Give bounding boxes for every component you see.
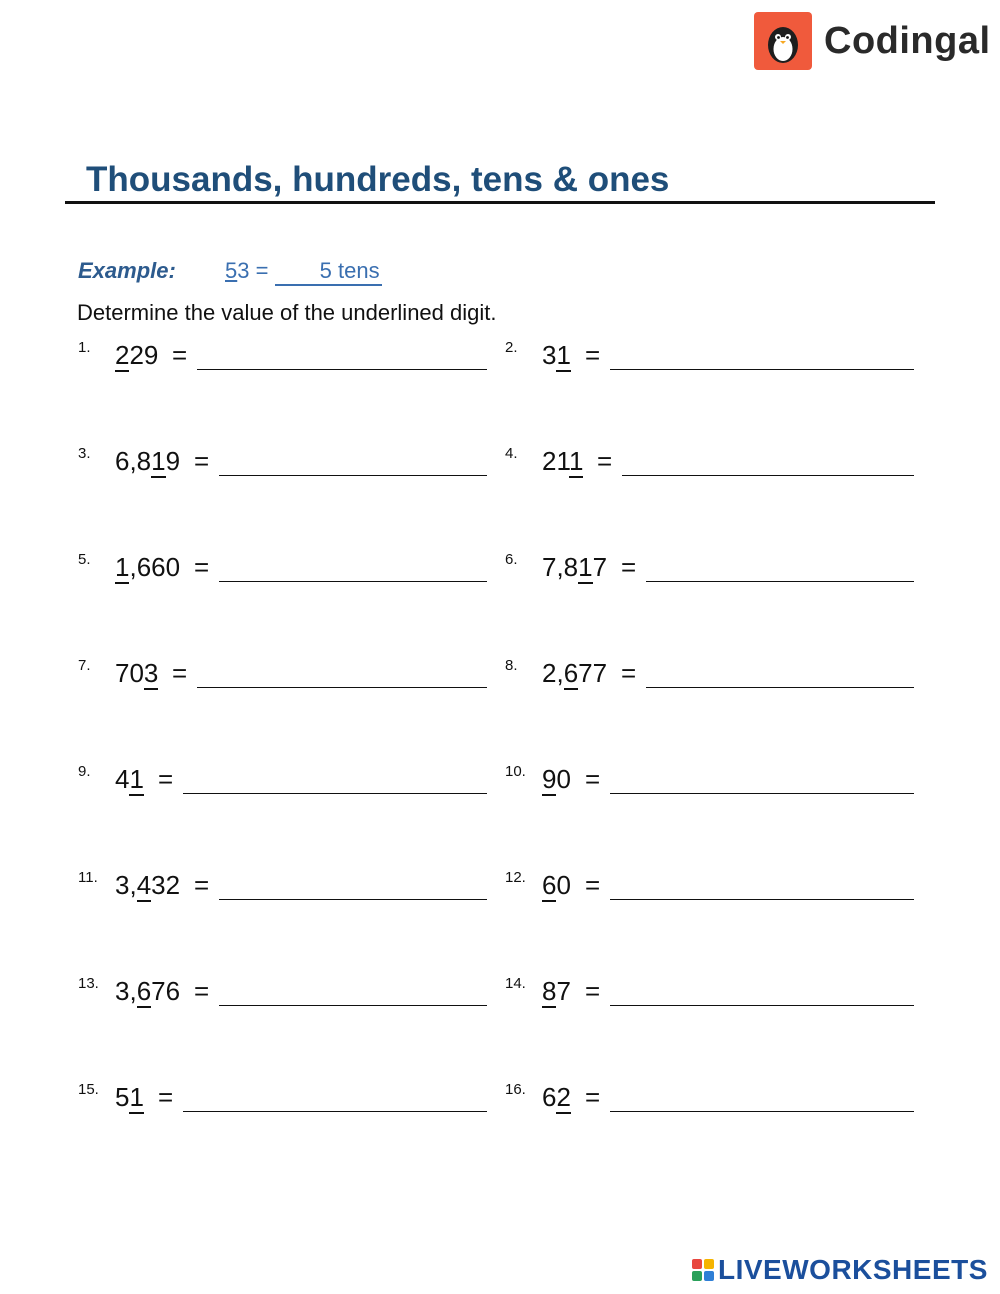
question-number-value xyxy=(115,764,144,795)
question-item xyxy=(505,658,914,698)
question-number-value xyxy=(542,658,607,689)
question-item xyxy=(78,870,487,910)
question-number-value xyxy=(542,446,583,477)
underlined-digit: 3 xyxy=(143,658,159,688)
question-number-value xyxy=(542,340,571,371)
value-prefix: 3 xyxy=(542,340,557,370)
example-answer: 5 tens xyxy=(275,258,382,286)
question-number: 16. xyxy=(505,1081,526,1098)
equals-sign: = xyxy=(194,870,210,900)
underlined-digit: 1 xyxy=(578,552,593,582)
answer-blank[interactable] xyxy=(183,1111,487,1112)
answer-blank[interactable] xyxy=(610,1111,914,1112)
question-number-value xyxy=(115,340,158,371)
question-number: 4. xyxy=(505,445,518,462)
question-number-value xyxy=(542,870,571,901)
value-prefix: 5 xyxy=(115,1082,130,1112)
equals-sign: = xyxy=(585,1082,601,1112)
underlined-digit: 1 xyxy=(151,446,166,476)
question-number-value xyxy=(542,1082,571,1113)
value-prefix: 4 xyxy=(115,764,130,794)
example xyxy=(78,258,380,284)
equals-sign: = xyxy=(585,870,601,900)
answer-blank[interactable] xyxy=(610,899,914,900)
question-number: 11. xyxy=(78,869,98,886)
value-prefix: 2, xyxy=(542,658,564,688)
value-suffix: 7 xyxy=(592,552,608,582)
brand-name: Codingal xyxy=(824,19,991,62)
example-digit: 5 xyxy=(225,258,238,283)
equals-sign: = xyxy=(194,552,210,582)
value-suffix: 0 xyxy=(556,764,571,794)
underlined-digit: 1 xyxy=(115,552,130,582)
question-number-value xyxy=(115,658,158,689)
equals-sign: = xyxy=(158,764,174,794)
underlined-digit: 6 xyxy=(136,976,152,1006)
question-number: 9. xyxy=(78,763,91,780)
question-number: 5. xyxy=(78,551,91,568)
question-number: 10. xyxy=(505,763,526,780)
value-suffix: 77 xyxy=(578,658,608,688)
example-equation xyxy=(225,258,382,286)
question-item xyxy=(505,1082,914,1122)
equals-sign: = xyxy=(172,658,188,688)
value-prefix: 7,8 xyxy=(542,552,579,582)
question-number: 13. xyxy=(78,975,99,992)
question-item xyxy=(505,340,914,380)
value-prefix: 6 xyxy=(542,1082,557,1112)
value-suffix: 76 xyxy=(151,976,181,1006)
answer-blank[interactable] xyxy=(197,687,487,688)
answer-blank[interactable] xyxy=(219,1005,487,1006)
question-number: 8. xyxy=(505,657,518,674)
value-prefix: 3, xyxy=(115,870,137,900)
title-underline xyxy=(65,201,935,204)
answer-blank[interactable] xyxy=(183,793,487,794)
value-suffix: 29 xyxy=(129,340,159,370)
question-number: 3. xyxy=(78,445,91,462)
answer-blank[interactable] xyxy=(219,899,487,900)
underlined-digit: 1 xyxy=(569,446,584,476)
underlined-digit: 1 xyxy=(129,1082,144,1112)
equals-sign: = xyxy=(194,446,210,476)
value-prefix: 6,8 xyxy=(115,446,152,476)
answer-blank[interactable] xyxy=(622,475,914,476)
question-item xyxy=(78,340,487,380)
question-number: 6. xyxy=(505,551,518,568)
question-number: 15. xyxy=(78,1081,99,1098)
question-number: 7. xyxy=(78,657,91,674)
underlined-digit: 8 xyxy=(542,976,557,1006)
question-item xyxy=(78,976,487,1016)
equals-sign: = xyxy=(158,1082,174,1112)
answer-blank[interactable] xyxy=(219,581,487,582)
question-number: 14. xyxy=(505,975,526,992)
underlined-digit: 6 xyxy=(542,870,557,900)
underlined-digit: 6 xyxy=(563,658,579,688)
value-suffix: 7 xyxy=(556,976,571,1006)
question-number: 12. xyxy=(505,869,526,886)
question-item xyxy=(78,1082,487,1122)
answer-blank[interactable] xyxy=(646,581,914,582)
codingal-logo xyxy=(754,12,991,70)
question-number-value xyxy=(115,446,180,477)
question-item xyxy=(78,446,487,486)
question-number-value xyxy=(542,552,607,583)
question-number-value xyxy=(542,764,571,795)
answer-blank[interactable] xyxy=(610,369,914,370)
equals-sign: = xyxy=(621,552,637,582)
answer-blank[interactable] xyxy=(610,793,914,794)
value-suffix: 0 xyxy=(556,870,571,900)
page-title: Thousands, hundreds, tens & ones xyxy=(86,160,670,199)
answer-blank[interactable] xyxy=(197,369,487,370)
question-number-value xyxy=(115,976,180,1007)
question-item xyxy=(78,658,487,698)
question-item xyxy=(78,552,487,592)
underlined-digit: 1 xyxy=(129,764,144,794)
equals-sign: = xyxy=(585,340,601,370)
example-label: Example: xyxy=(78,258,176,283)
underlined-digit: 2 xyxy=(115,340,130,370)
value-prefix: 3, xyxy=(115,976,137,1006)
answer-blank[interactable] xyxy=(610,1005,914,1006)
value-suffix: 32 xyxy=(151,870,181,900)
example-rest: 3 = xyxy=(237,258,269,283)
value-suffix: ,660 xyxy=(129,552,181,582)
question-number-value xyxy=(542,976,571,1007)
question-number-value xyxy=(115,870,180,901)
equals-sign: = xyxy=(597,446,613,476)
underlined-digit: 1 xyxy=(556,340,571,370)
question-item xyxy=(78,764,487,804)
equals-sign: = xyxy=(585,764,601,794)
question-item xyxy=(505,976,914,1016)
answer-blank[interactable] xyxy=(219,475,487,476)
value-suffix: 9 xyxy=(165,446,181,476)
question-number-value xyxy=(115,1082,144,1113)
question-number: 1. xyxy=(78,339,91,356)
equals-sign: = xyxy=(585,976,601,1006)
penguin-icon xyxy=(754,12,812,70)
underlined-digit: 2 xyxy=(556,1082,571,1112)
liveworksheets-mark-icon xyxy=(692,1259,714,1281)
underlined-digit: 9 xyxy=(542,764,557,794)
value-prefix: 70 xyxy=(115,658,144,688)
question-item xyxy=(505,764,914,804)
question-number-value xyxy=(115,552,180,583)
question-number: 2. xyxy=(505,339,518,356)
equals-sign: = xyxy=(621,658,637,688)
instructions: Determine the value of the underlined digit. xyxy=(77,300,497,325)
liveworksheets-brand: LIVEWORKSHEETS xyxy=(718,1254,988,1285)
liveworksheets-logo xyxy=(692,1254,988,1286)
value-prefix: 21 xyxy=(542,446,569,476)
equals-sign: = xyxy=(194,976,210,1006)
answer-blank[interactable] xyxy=(646,687,914,688)
underlined-digit: 4 xyxy=(136,870,152,900)
question-item xyxy=(505,552,914,592)
equals-sign: = xyxy=(172,340,188,370)
question-item xyxy=(505,446,914,486)
question-item xyxy=(505,870,914,910)
